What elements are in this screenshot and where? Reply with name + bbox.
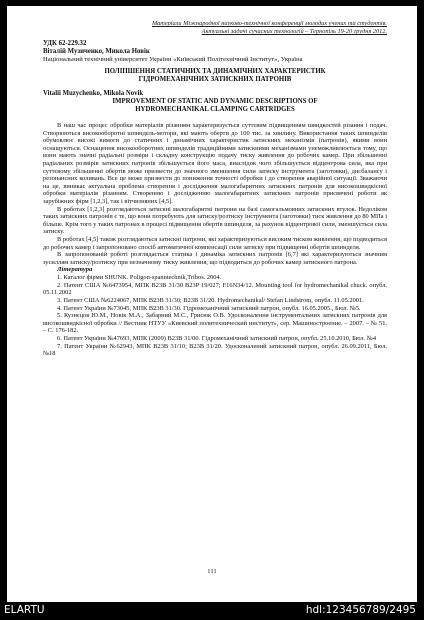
paragraph: В наш час процес обробки матеріалів різанням характеризується суттєвим підвищенням швидкостей різання і подач. Створюються високооборотні шпиндель-мотори, які мають оберти до 100 тис. за хвилину. Використання таких шпинделів обумовлює високі вимоги до статичних і динамічних характеристик затискних механізмів (патронів), якими вони оснащуються. Оснащення високооборотних шпинделів традиційними затискними механізмами унеможливлюється тому, що вони мають значні радіальні розміри і складну конструкцію подачу тиску живлення до робочих камер. При збільшенні радіальних розмірів затискних патронів збільшується його маса, внаслідок чого збільшується відцентрова сила, яка при суттєвому збільшенні обертів може призвести до значного зменшення сили затиску інструмента (заготовки), дисбалансу і резонансних коливань. Все це може призвести до пониження точності обробки і до створення аварійної ситуації. Зважаючи на це, виникає актуальна проблема створення і дослідження малогабаритних затискних патронів для високошвидкісної обробки матеріалів різанням. Створенню і дослідженню малогабаритних затискних патронів присвячені роботи як зарубіжних фірм [1,2,3], так і вітчизняних [4,5].: [43, 122, 387, 205]
conference-header-line2: Актуальні задачі сучасних технологій – Тернопіль 19-20 грудня 2012.: [201, 28, 387, 35]
authors-ua: Віталій Музиченко, Микола Новік: [43, 48, 150, 55]
title-ua-line1: ПОЛІПШЕННЯ СТАТИЧНИХ ТА ДИНАМІЧНИХ ХАРАКТЕРИСТИК: [104, 68, 326, 75]
title-ua: [43, 68, 387, 84]
reference-item: 3. Патент США №6224067, МПК B23B 31/30; B23B 31/20. Hydromechanikal/ Stefan Lindstrom, опубл. 11.05.2001.: [57, 297, 364, 305]
paragraph: В роботах [1,2,3] розглядаються затискні малогабаритні патрони на базі самогальмовних затискних втулок. Недоліком таких затискних патронів є те, що вони потребують для затиску/розтиску інструмента (заготовки) тиск живлення до 80 МПа і більше. Крім того у таких патронах в процесі підвищення обертів шпинделя, за рахунок відцентрової сили, зменшується сила затиску.: [43, 205, 387, 236]
page-number: 111: [207, 568, 217, 575]
affiliation: Національний технічний університет України «Київський Політехнічний Інститут», Україна: [43, 56, 303, 63]
title-en-line1: IMPROVEMENT OF STATIC AND DYNAMIC DESCRIPTIONS OF: [112, 98, 318, 105]
handle-id: hdl:123456789/2495: [305, 604, 416, 616]
reference-item: 2. Патент США №6473954, МПК B23B 31/30 B23P 19/027; F16N34/12. Mounting tool for hydromechanikal chuck. опубл. 05.11.2002: [43, 281, 387, 297]
paragraph: В запропонованій роботі розглядається статика і динаміка затискних патронів [6,7] які характеризуються значним зусиллям затиску/розтиску при незначному тиску живлення, що підводиться до робочих камер затискного патрона.: [43, 251, 387, 266]
title-ua-line2: ГІДРОМЕХАНІЧНИХ ЗАТИСКНИХ ПАТРОНІВ: [138, 76, 292, 83]
reference-item: 7. Патент України №62943, МПК B23B 31/10; B23B 31/20. Удосконалений затискний патрон, опубл. 26.09.2011, Бюл. №18: [43, 342, 387, 358]
authors-en: Vitalii Muzychenko, Mikola Novik: [43, 90, 144, 97]
reference-item: 6. Патент України №47693, МПК (2009) B23B 31/00. Гідромеханічний затискний патрон, опубл. 25.10.2010, Бюл. №4: [57, 335, 377, 343]
article-body: [43, 122, 387, 358]
title-en-line2: HYDROMECHANIKAL CLAMPING CARTRIDGES: [135, 106, 295, 113]
repository-name: ELARTU: [4, 604, 45, 616]
udc-code: УДК 62-229.32: [43, 40, 87, 47]
literature-heading: Література: [57, 266, 93, 274]
reference-item: 1. Каталог фірми SHUNK. Poligon-spanntechnik,Tribos. 2004.: [57, 274, 222, 282]
conference-header-line1: Матеріали Міжнародної науково-технічної конференції молодих учених та студентів.: [151, 20, 387, 27]
repository-footer: [0, 602, 424, 620]
document-page: [7, 6, 417, 602]
reference-item: 4. Патент України №73045, МПК B23B 31/30. Гідромеханічний затискний патрон, опубл. 16.05.2005., Бюл. №5.: [57, 304, 361, 312]
reference-item: 5. Кузнєцов Ю.М., Новік М.А., Забарний М.С., Грисюк О.В. Удосконалення інструментальних затискних патронів для високошвидкісної обробки // Вестник НТУУ «Киевский политехнический институт», сер. Машиностроение. – 2007. – № 51. – С. 176-182.: [43, 312, 387, 335]
title-en: [43, 98, 387, 114]
paragraph: В роботах [4,5] також розглядаються затискні патрони, які характеризуються високим тиском живлення, що подводиться до робочих камер і запропоновано спосіб автоматичної компенсації сили затиску при підвищенні обертів шпинделя.: [43, 235, 387, 251]
